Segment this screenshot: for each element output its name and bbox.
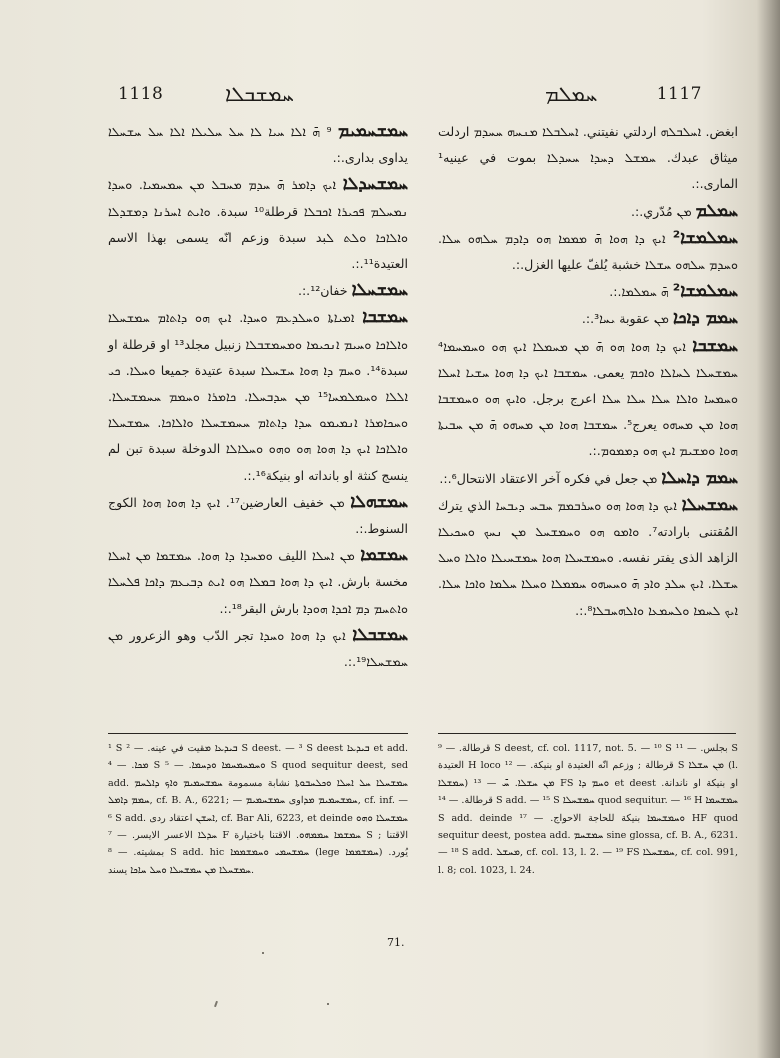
left-running-title: ܚܡܫܒܠܐ: [225, 82, 294, 106]
entry: [108, 277, 408, 304]
footnote-divider-right: [438, 733, 736, 734]
right-running-title: ܚܡܠܡ: [545, 82, 598, 106]
left-page-number: 1118: [118, 84, 164, 104]
entry: [438, 333, 738, 465]
entry-text: ܐܡܝܐܬܐ ܘܚܠܕܥܡ ܘܚܕܐ. ܐܝܟ ܗܘ ܕܐܬܐܡ ܚܡܫܚܠܐ ܘܐܠܐܟܐ ܘܚܝܡ ܐܢܟܝܡܐ ܘܡܚܡܫܒܠܐ زنبيل مجلد¹³ او قرطلة او سبدة¹⁴. ܘܚܡ ܕܐ ܗܘܐ ܚܫܚܠܐ سبدة عتيدة جميعا ܘܚܠܐ. ܟܝ ܐܠܠܐ ܘܚܡܠܡܚܐ¹⁵ ܡܢ ܚܕܒܚܠܐ. ܟܐܡܪܐ ܘܚܡܡ ܚܚܡܫܚܠܐ. ܘܚܟܐܡܪܐ ܐܢܡܝܡܘ ܚܕܐ ܕܐܬܐܡ ܚܚܡܫܚܠܐ ܘܐܠܐܟܐ. ܚܡܫܚܠܐ ܘܐܠܐܟܐ ܐܝܟ ܕܐ ܗܘܐ ܗܘ ܘܗܘ ܘܚܠܐܠܐ الدوخلة سبدة تبن لم ينسج كنثة او بانداته او بنيكة¹⁶.:.: [108, 310, 409, 483]
entry: [108, 489, 408, 542]
entry: [438, 278, 738, 305]
headword: ܚܡܫܚܕܠܐ: [342, 174, 408, 195]
entry-text: ܗ̄ ܚܡܠܡܐ.:.: [609, 284, 669, 300]
entry: [108, 171, 408, 277]
paper-speck: [327, 1003, 329, 1005]
signature-mark: 71.: [387, 936, 405, 949]
headword: ܚܡܫܚܡܝܡ: [337, 121, 408, 141]
entry-text: ܐܝܟ ܕܐ ܗܘܐ ܘܚܕܐ تجر الدّب وهو الزعرور ܡܢ ܚܡܫܚܠܐ¹⁹.:.: [108, 627, 408, 670]
headword: ܚܡܠܡܫܐ²: [672, 227, 738, 248]
headword: ܚܡܫܡܐ: [360, 545, 408, 566]
right-page-number: 1117: [656, 84, 702, 104]
footnote-block: ¹ S ܒܝܕܥܐ ܡقيت في عينه. — ² S deest. — ³ S deest ܒܝܕܥܐ et add. ܡܟܐ. — ⁴ S ܘܚܡܚܡܚܡܐ ܘܕܚܡܐ. — ⁵ S quod sequitur deest, sed add. ܚܡܫܚܠܐ ܚܠ ܐܚܠܐ ܘܟܠܚܒܘܬܐ نشابة مسمومة ܚܡܫܚܡܝܡ ܘܐܟ ܕܐܠܚܡ ܚܡܡ ܕܐܡܠ, cf. B. A., 6221; — ܚܡܫܚܡܝܡ ܡܕاوى ܚܡܫܚܡܝܡ, cf. inf. — ⁶ S add. ܐܚܫܢ اعتقاد ردى, cf. Bar Ali, 6223, et deinde ܚܡܫܚܠܐ ܘܗܘ ܚܕܠܐ الاعسر الايسر. — ⁷ F ܚܡܫܡܐ ܚܡܡܗܘ. الاقتنا باختيارة S ; الاقتنا بمشيته. — ⁸ S add. hic ܚܡܫܚܡܝ ܘܚܡܫܡܡܐ (lege ܚܡܫܡܡܐ) يُورد. ܚܡܫܚܠܐ ܡܢ ܚܡܫܚܠܐ ܘܚܠ ܚܐܟܐ يسند.: [108, 743, 409, 876]
entry-text: ܡܢ مُدّري.:.: [631, 203, 692, 219]
entry-text: ܡܢ ܐܚܠܐ الليف ܘܡܚܕܐ ܕܐ ܗܘܐ. ܚܡܫܡܐ ܡܢ ܐܚܠܐ مخسة بارش. ܐܝܟ ܕܐ ܗܘܐ ܒܡܠܐ ܗܘ ܐܝܬ ܕܒܝܥܡ ܕܐܟܐ ܦܠܚܠܐ ܘܐܬܚܡ ܕܡ ܐܟܕܐ ܗܘܕܐ بارش البقر¹⁸.:.: [108, 548, 408, 616]
footnotes-right: [438, 740, 738, 879]
entry-text: ܐܝܟ ܕܐܡܪ ܗ̄ ܚܕܡ ܡܚܒܠ ܡܢ ܚܡܚܡܝܐ. ܘܚܕܐ ܢܡܚܠܡ ܦܟܝܪܐ ܐܟܒܠܐ قرطلة¹⁰ سبدة. ܘܐܝܬ ܐܚܪܢܐ ܕܡܫܕܠܐ ܘܐܠܐܟܐ ܘܠܬ ܠبد سبدة وزعم انّه يسمى بهذا الاسم العتيدة¹¹.:.: [108, 177, 408, 272]
footnote-block: قرطالة. — ⁹ S deest, cf. col. 1117, not. 5. — ¹⁰ S بجلس. — ¹¹ S العتيدة H loco قرطالة ; وزعم انّه العتيدة او بنيكة. — ¹² S ܡܢ ܚܫܠܐ (l. ܚܡܫܠܐ) ܡܢ ܚܫܠܐ. ܚ̄ — ¹³ FS ܘܚܡ ܕܐ et deest او بنيكة او ناندانة. قرطالة. — ¹⁴ S add. — ¹⁵ S ܚܡܫܚܠܐ quod sequitur. — ¹⁶ H ܚܡܫܚܡܐ S add. deinde ܘܚܡܫܚܡܐ بنيكة للحاجة الاحواج. — ¹⁷ HF quod sequitur deest, postea add. ܚܡܫܚܡ sine glossa, cf. B. A., 6231. — ¹⁸ S add. ܡܚܫܠ, cf. col. 13, l. 2. — ¹⁹ FS ܚܡܫܚܠܐ, cf. col. 991, l. 8; col. 1023, l. 24.: [438, 743, 739, 876]
entry: [438, 198, 738, 225]
paper-speck: [214, 1001, 218, 1007]
headword: ܚܡܫܚܠܐ: [351, 280, 408, 301]
headword: ܚܡܫܒܠܐ: [352, 624, 408, 645]
headword: ܚܡܡ ܕܐܟܐ: [672, 308, 738, 329]
entry-text: ܐܝܟ ܕܐ ܗܘܐ ܗ̄ ܡܡܡܐ ܗܘ ܕܐܕܡ ܚܠܗܘ ܚܠܐ. ܘܚܕܡ ܚܠܗܘ ܚܫܠܐ خشبة يُلفّ عليها الغزل.:.: [438, 230, 738, 273]
entry-text: ⁹ ܗ̄ ܐܠܐ ܚܝܐ ܠܐ ܚܠ ܚܠܝܠܐ ܐܠܐ ܚܠ ܚܫܚܠܐ يداوى بدارى.:.: [108, 124, 408, 166]
entry-text: ܐܝܟ ܕܐ ܗܘܐ ܗܘ ܘܚܪܒܡܡ ܚܒܚ ܕܝܒܚܐ الذي يترك المُقتنى بارادته⁷. ܘܐܡܘ ܗܘ ܘܚܡܫܚܠ ܡܢ ܢܚܟ ܘܚܟܝܠܐ الزاهد الذى يفتر نفسه. ܘܚܡܫܚܠܐ ܗܘܐ ܚܡܫܚܝܠܐ ܘܐܠܐ ܘܚܠ ܚܫܠܐ. ܐܝܟ ܚܠܕ ܘܐܕ ܗ̄ ܘܚܚܗܘ ܚܡܡܠܐ ܘܚܠܐ ܚܠܡܐ ܘܐܟܐ ܚܠܐ. ܐܝܟ ܠܚܡܐ ܘܠܚܡܥܐ ܘܐܠܗܚܒܠܐ⁸.:.: [438, 497, 738, 618]
headword: ܚܡܠܡܫܐ²: [672, 281, 738, 302]
entry-text: خفان¹².:.: [297, 283, 348, 299]
entry: [438, 465, 738, 492]
entry: [438, 118, 738, 198]
footnote-divider-left: [108, 733, 408, 734]
left-column: [108, 118, 408, 675]
entry: [108, 622, 408, 675]
footnotes-left: [108, 740, 408, 879]
entry: [438, 305, 738, 332]
entry-text: ܡܢ جعل في فكره آخر الاعتقاد الانتحال⁶.:.: [439, 470, 658, 486]
right-column: [438, 118, 738, 624]
running-header: [110, 84, 710, 112]
paper-speck: [262, 952, 264, 954]
entry-text: ܡܢ خفيف العارضين¹⁷. ܐܝܟ ܕܐ ܗܘܐ ܗܘܐ الكوج السنوط.:.: [108, 494, 408, 537]
headword: ܚܡܠܡ: [695, 200, 738, 221]
entry: [108, 542, 408, 622]
entry-text: ܐܝܟ ܕܐ ܗܘܐ ܗܘ ܗ̄ ܡܢ ܡܚܡܠܐ ܐܝܟ ܗܘ ܘܚܡܚܡܐ⁴ ܚܡܫܚܠܐ ܠܚܐܠܐ ܘܐܟܡ يعمى. ܚܡܫܒܐ ܐܝܟ ܕܐ ܗܘܐ ܚܫܝܐ ܐܚܠܐ ܘܚܡܚܐ ܘܐܠܐ ܚܠܐ ܚܠܐ ܚܠܐ اعرج برجل. ܘܐܝܟ ܗܘ ܘܚܡܫܒܐ ܗܘܐ ܡܢ ܡܚܗܘ يعرج⁵. ܚܡܫܒܐ ܗܘܐ ܡܢ ܡܚܗܘ ܗ̄ ܡܢ ܚܒܝܬܐ ܗܘܐ ܘܡܫܝܡ ܐܝܟ ܗܘ ܕܡܡܘܡ.:.: [438, 338, 738, 459]
entry: [438, 492, 738, 624]
entry: [108, 118, 408, 171]
headword: ܚܡܫܗܠܐ: [350, 491, 408, 512]
entry: [108, 304, 408, 488]
headword: ܚܡܫܒܐ: [692, 335, 739, 356]
headword: ܚܡܡ ܕܐܚܠܐ: [661, 467, 738, 488]
headword: ܚܡܫܚܠܐ: [681, 494, 738, 515]
entry: [438, 225, 738, 278]
entry-text: ܡܢ عقوبة ܝܚܐ³.:.: [581, 311, 669, 327]
headword: ܚܡܫܒܐ: [362, 307, 408, 328]
entry-text: ابغض. ܐܚܠܒܠܗ اردلتي نفيتني. ܐܚܠܒܠܐ ܡܢܚܗ ܚܚܕܡ اردلت ميثاق عبدك. ܚܡܫܠ ܕܚܕܐ ܚܚܕܠܐ بموت في عينيه¹ المارى.:.: [438, 124, 738, 192]
